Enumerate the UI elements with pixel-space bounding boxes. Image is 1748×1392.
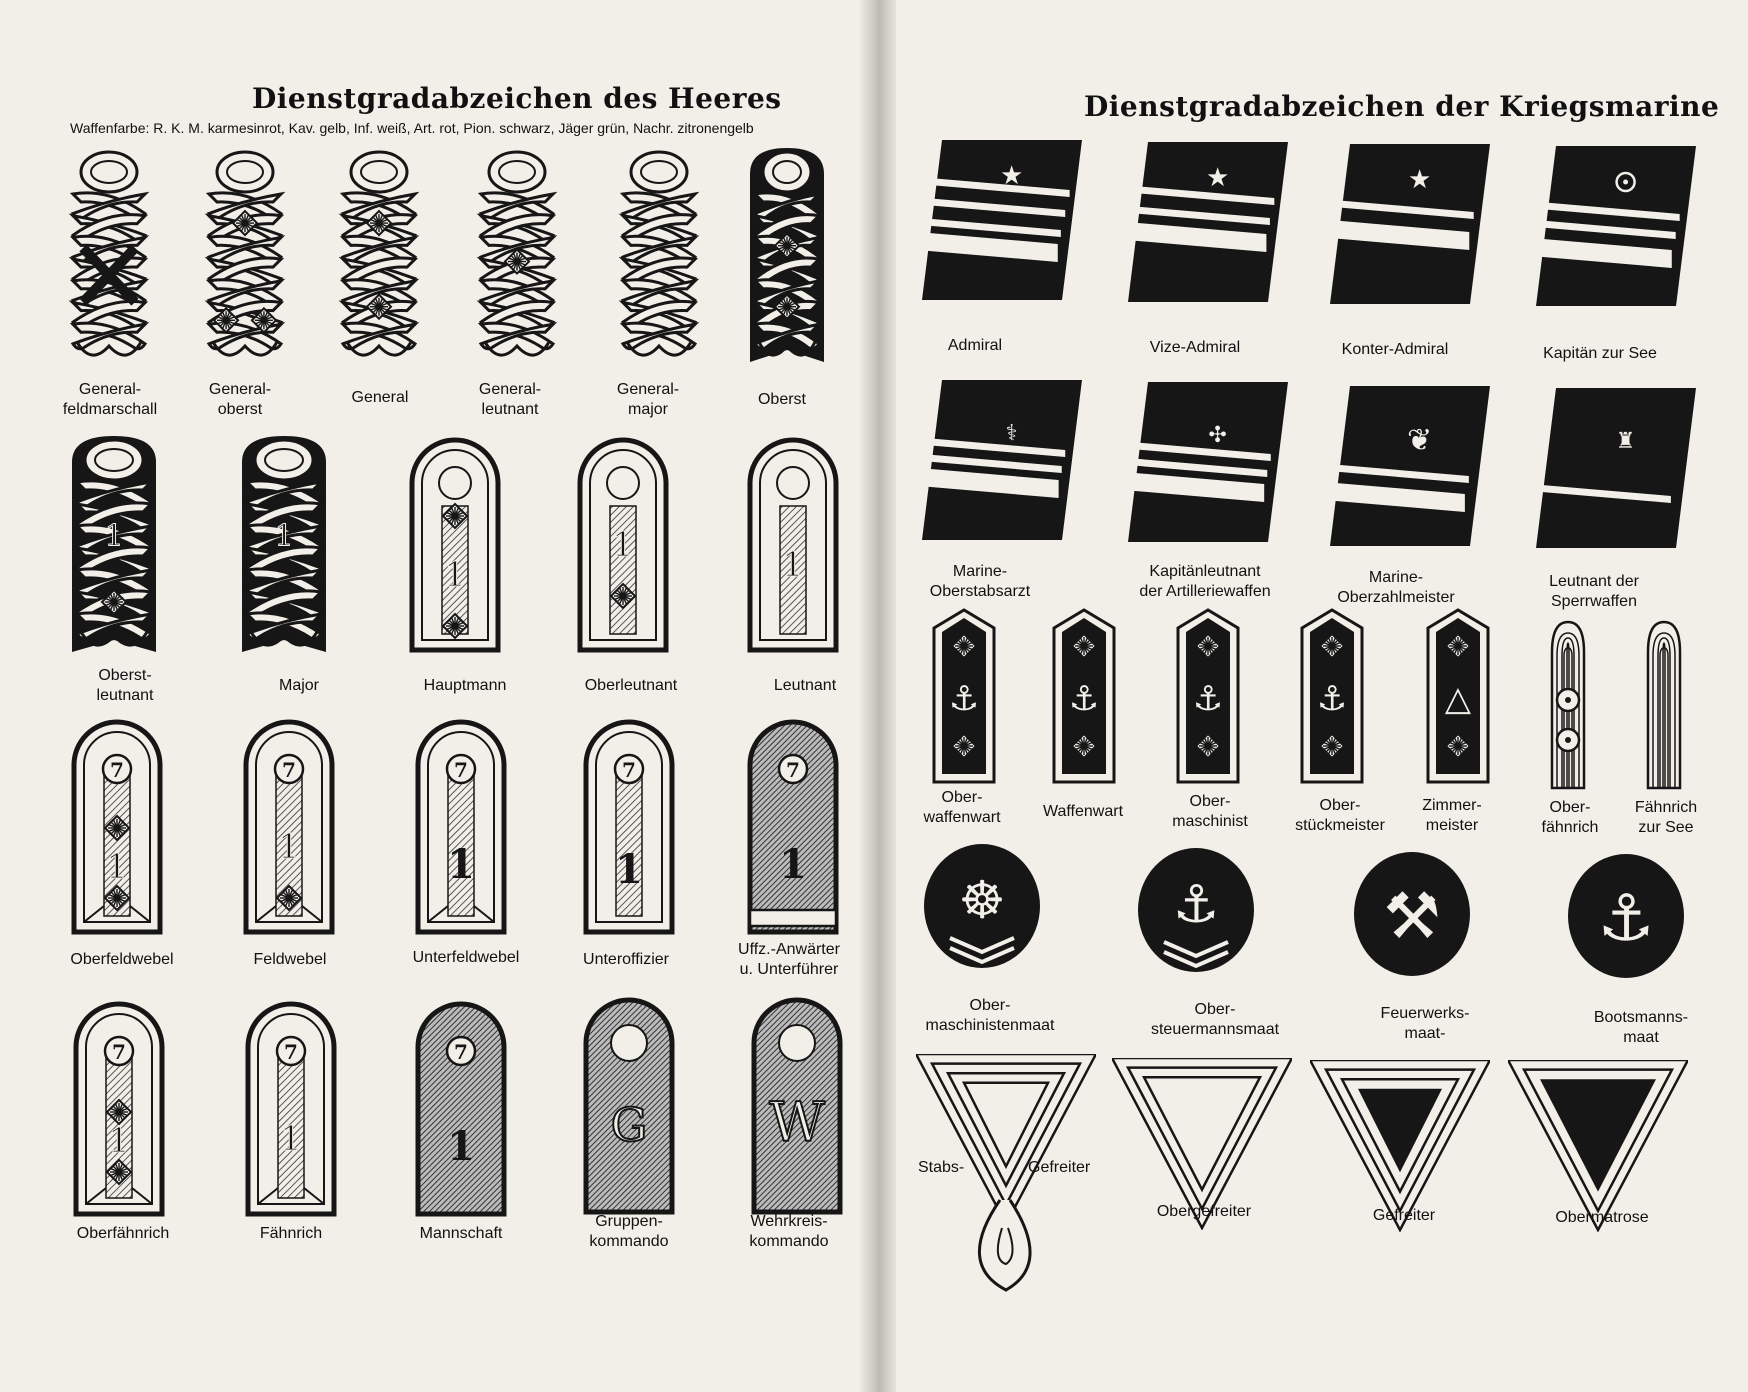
svg-text:7: 7	[284, 1040, 298, 1064]
navy-rank-label-10: Ober- maschinist	[1172, 793, 1248, 830]
svg-text:7: 7	[110, 758, 124, 782]
army-rank-label-20: Wehrkreis- kommando	[749, 1213, 829, 1250]
army-strap-2	[336, 144, 422, 370]
svg-text:★: ★	[1205, 163, 1230, 193]
navy-rank-label-11: Ober- stückmeister	[1295, 797, 1385, 834]
svg-text:1: 1	[444, 555, 466, 595]
navy-rank-label-15: Ober- maschinistenmaat	[925, 997, 1055, 1034]
svg-text:1: 1	[447, 841, 475, 888]
svg-text:★: ★	[999, 161, 1024, 191]
navy-sleeve-0	[922, 140, 1082, 300]
navy-rank-label-18: Bootsmanns- maat	[1593, 1009, 1689, 1046]
svg-text:⚓: ⚓	[948, 679, 980, 719]
svg-text:1: 1	[280, 1119, 302, 1159]
svg-text:7: 7	[622, 758, 636, 782]
svg-text:1: 1	[612, 525, 634, 565]
navy-rank-label-22: Gefreiter	[1372, 1207, 1436, 1224]
svg-text:G: G	[610, 1098, 648, 1153]
navy-rank-label-4: Marine- Oberstabsarzt	[929, 563, 1031, 600]
navy-rank-label-21: Obergefreiter	[1156, 1203, 1252, 1220]
navy-board-5	[1546, 616, 1590, 794]
army-rank-label-19: Gruppen- kommando	[589, 1213, 669, 1250]
navy-rank-label-16: Ober- steuermannsmaat	[1150, 1001, 1280, 1038]
army-strap-20	[750, 996, 844, 1216]
army-rank-label-15: Uffz.-Anwärter u. Unterführer	[738, 941, 840, 978]
book-gutter	[860, 0, 896, 1392]
navy-rank-label-9: Waffenwart	[1042, 803, 1124, 820]
svg-text:⚒: ⚒	[1383, 880, 1441, 954]
navy-title: Dienstgradabzeichen der Kriegsmarine	[1084, 90, 1720, 123]
army-strap-19	[582, 996, 676, 1216]
army-rank-label-3: General- leutnant	[478, 381, 542, 418]
army-strap-0	[66, 144, 152, 370]
svg-text:1: 1	[274, 519, 294, 554]
navy-rank-label-5: Kapitänleutnant der Artilleriewaffen	[1139, 563, 1271, 600]
svg-text:1: 1	[278, 827, 300, 867]
navy-rank-label-20: Gefreiter	[1028, 1159, 1091, 1176]
navy-sleeve-7	[1536, 388, 1696, 548]
army-strap-16	[72, 1000, 166, 1218]
army-strap-13	[414, 718, 508, 936]
svg-text:1: 1	[782, 545, 804, 585]
svg-text:❦: ❦	[1407, 423, 1433, 458]
navy-board-6	[1642, 616, 1686, 794]
army-subtitle: Waffenfarbe: R. K. M. karmesinrot, Kav. gelb, Inf. weiß, Art. rot, Pion. schwarz, Jäger grün, Nachr. zitronengelb	[70, 120, 754, 136]
army-strap-15	[746, 718, 840, 936]
navy-rank-label-17: Feuerwerks- maat-	[1380, 1005, 1470, 1042]
navy-patch-3	[1566, 852, 1686, 980]
navy-rank-label-1: Vize-Admiral	[1149, 339, 1241, 356]
navy-rank-label-6: Marine- Oberzahlmeister	[1337, 569, 1455, 606]
svg-text:7: 7	[282, 758, 296, 782]
army-rank-label-11: Oberfeldwebel	[70, 951, 174, 968]
army-rank-label-4: General- major	[616, 381, 680, 418]
navy-rank-label-0: Admiral	[947, 337, 1003, 354]
army-strap-9	[576, 436, 670, 654]
navy-patch-1	[1136, 846, 1256, 974]
svg-text:⚓: ⚓	[1316, 679, 1348, 719]
army-rank-label-16: Oberfähnrich	[76, 1225, 170, 1242]
svg-text:△: △	[1444, 679, 1472, 719]
army-title: Dienstgradabzeichen des Heeres	[252, 82, 782, 115]
svg-text:⚓: ⚓	[1597, 882, 1655, 956]
svg-text:7: 7	[454, 758, 468, 782]
navy-rank-label-2: Konter-Admiral	[1341, 341, 1449, 358]
navy-patch-2	[1352, 850, 1472, 978]
army-rank-label-18: Mannschaft	[419, 1225, 503, 1242]
navy-board-1	[1050, 606, 1118, 786]
svg-text:★: ★	[1407, 165, 1432, 195]
army-strap-11	[70, 718, 164, 936]
army-strap-18	[414, 1000, 508, 1218]
navy-sleeve-5	[1128, 382, 1288, 542]
svg-text:7: 7	[454, 1040, 468, 1064]
army-rank-label-9: Oberleutnant	[584, 677, 678, 694]
svg-text:1: 1	[779, 841, 807, 888]
navy-rank-label-7: Leutnant der Sperrwaffen	[1549, 573, 1639, 610]
navy-chevron-3	[1508, 1060, 1688, 1232]
army-rank-label-13: Unterfeldwebel	[412, 949, 520, 966]
army-rank-label-7: Major	[278, 677, 319, 694]
army-rank-label-17: Fähnrich	[259, 1225, 323, 1242]
army-strap-3	[474, 144, 560, 370]
army-strap-4	[616, 144, 702, 370]
navy-sleeve-6	[1330, 386, 1490, 546]
army-strap-1	[202, 144, 288, 370]
navy-sleeve-1	[1128, 142, 1288, 302]
navy-rank-label-19: Stabs-	[918, 1159, 965, 1176]
svg-text:⚕: ⚕	[1005, 421, 1018, 446]
army-rank-label-1: General- oberst	[208, 381, 272, 418]
svg-text:1: 1	[106, 847, 128, 887]
svg-text:✣: ✣	[1208, 423, 1227, 448]
svg-text:1: 1	[615, 846, 643, 893]
army-strap-5	[744, 144, 830, 370]
army-rank-label-6: Oberst- leutnant	[96, 667, 154, 704]
army-strap-17	[244, 1000, 338, 1218]
army-strap-7	[236, 432, 332, 660]
svg-text:⚓: ⚓	[1192, 679, 1224, 719]
navy-rank-label-12: Zimmer- meister	[1422, 797, 1482, 834]
svg-text:⚓: ⚓	[1068, 679, 1100, 719]
navy-rank-label-14: Fähnrich zur See	[1634, 799, 1698, 836]
army-rank-label-2: General	[351, 389, 409, 406]
navy-sleeve-3	[1536, 146, 1696, 306]
navy-rank-label-13: Ober- fähnrich	[1541, 799, 1599, 836]
navy-rank-label-3: Kapitän zur See	[1543, 345, 1657, 362]
navy-chevron-0	[916, 1054, 1096, 1304]
army-rank-label-0: General- feldmarschall	[62, 381, 158, 418]
navy-board-3	[1298, 606, 1366, 786]
army-rank-label-14: Unteroffizier	[583, 951, 669, 968]
navy-sleeve-4	[922, 380, 1082, 540]
svg-text:W: W	[769, 1091, 825, 1155]
svg-text:7: 7	[786, 758, 800, 782]
navy-rank-label-8: Ober- waffenwart	[923, 789, 1001, 826]
navy-board-2	[1174, 606, 1242, 786]
army-rank-label-10: Leutnant	[773, 677, 837, 694]
svg-text:1: 1	[108, 1121, 130, 1161]
svg-text:1: 1	[447, 1123, 475, 1170]
navy-board-4	[1424, 606, 1492, 786]
svg-text:⚓: ⚓	[1172, 875, 1220, 935]
svg-text:1: 1	[104, 519, 124, 554]
army-strap-6	[66, 432, 162, 660]
svg-text:☸: ☸	[958, 871, 1006, 931]
army-rank-label-5: Oberst	[757, 391, 806, 408]
army-rank-label-12: Feldwebel	[253, 951, 327, 968]
navy-board-0	[930, 606, 998, 786]
svg-text:♜: ♜	[1615, 429, 1636, 454]
navy-rank-label-23: Obermatrose	[1555, 1209, 1649, 1226]
navy-patch-0	[922, 842, 1042, 970]
army-rank-label-8: Hauptmann	[423, 677, 507, 694]
army-strap-8	[408, 436, 502, 654]
navy-sleeve-2	[1330, 144, 1490, 304]
army-strap-10	[746, 436, 840, 654]
army-strap-14	[582, 718, 676, 936]
svg-text:7: 7	[112, 1040, 126, 1064]
army-strap-12	[242, 718, 336, 936]
